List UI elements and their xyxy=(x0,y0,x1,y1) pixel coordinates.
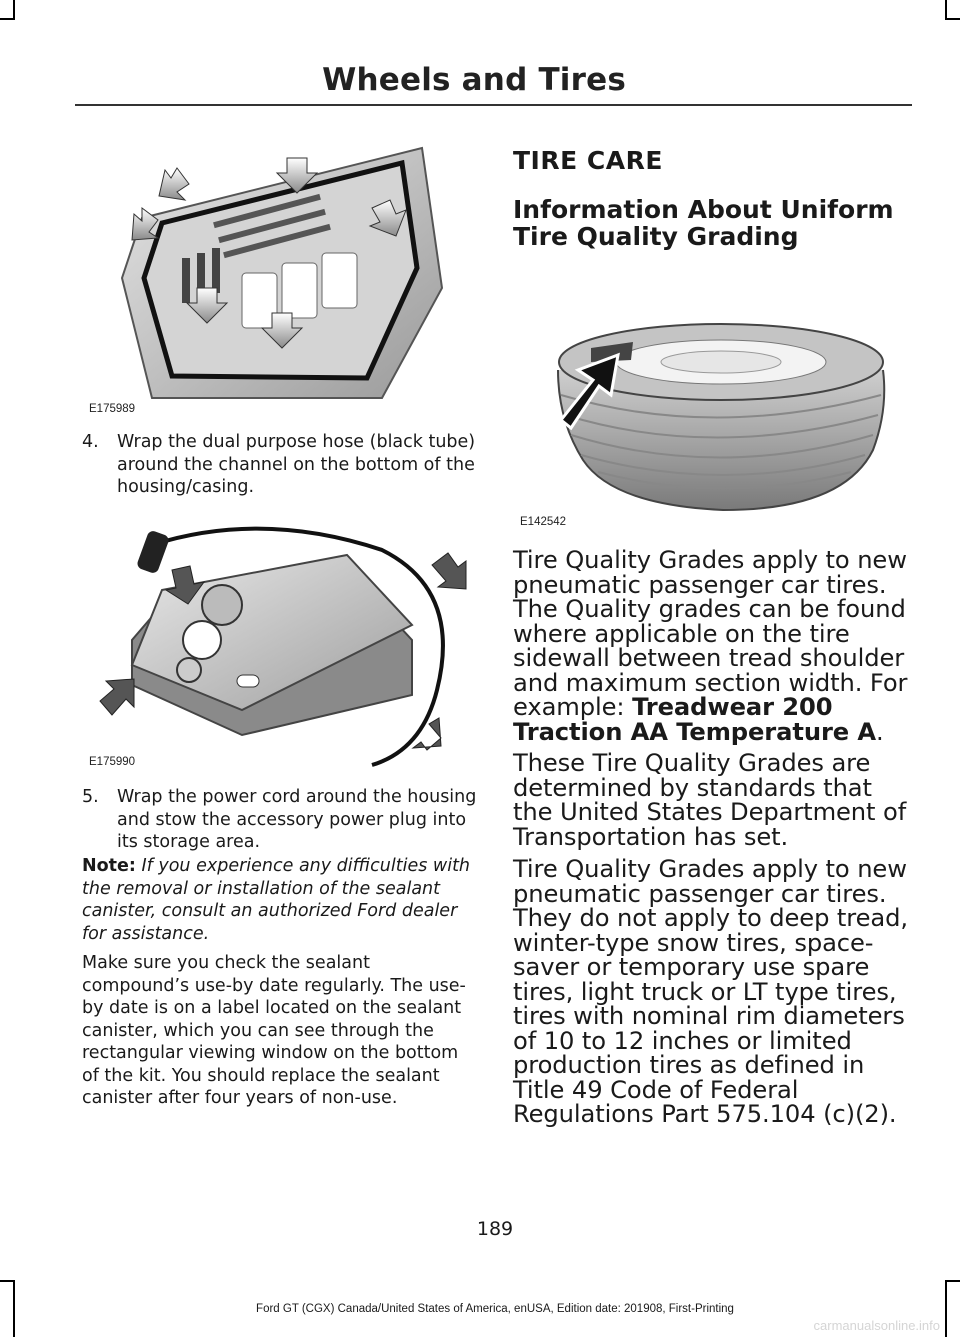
crop-mark xyxy=(0,1280,15,1282)
page-number: 189 xyxy=(476,1218,514,1240)
crop-mark xyxy=(945,0,947,20)
note-lead: Note: xyxy=(82,856,136,876)
grading-example: Treadwear 200 Traction AA Temperature A xyxy=(513,693,877,746)
header-divider xyxy=(75,104,912,106)
figure-casing-bottom xyxy=(82,128,478,420)
note xyxy=(82,855,478,945)
figure-code: E142542 xyxy=(520,516,567,528)
step-number: 5. xyxy=(82,787,99,807)
check-paragraph: Make sure you check the sealant compound’s use-by date regularly. The use-by date is on a label located on the sealant canister, which you can see through the rectangular viewing window on the bottom of the kit. You should replace the sealant canister after four years of non-use. xyxy=(82,953,466,1108)
watermark: carmanualsonline.info xyxy=(813,1318,940,1333)
crop-mark xyxy=(0,18,15,20)
tire-illustration xyxy=(513,300,913,532)
paragraph-end: . xyxy=(876,717,884,746)
paragraph-text: Tire Quality Grades apply to new pneumatic passenger car tires. The Quality grades can be found where applicable on the tire sidewall between tread shoulder and maximum section width. For example: xyxy=(513,546,908,721)
figure-compressor xyxy=(82,510,478,772)
figure-tire xyxy=(513,300,913,532)
step-number: 4. xyxy=(82,432,99,452)
crop-mark xyxy=(945,18,960,20)
section-title: TIRE CARE xyxy=(513,146,663,175)
compressor-illustration xyxy=(82,510,478,772)
figure-code: E175989 xyxy=(89,403,136,415)
note-text: If you experience any difficulties with the removal or installation of the sealant canister, consult an authorized Ford dealer for assistance. xyxy=(82,856,471,944)
figure-code: E175990 xyxy=(89,756,136,768)
step-4 xyxy=(82,431,478,499)
page-title: Wheels and Tires xyxy=(322,62,626,98)
tire-quality-paragraph-2: These Tire Quality Grades are determined by standards that the United States Department of Transportation has set. xyxy=(513,749,907,851)
crop-mark xyxy=(945,1280,960,1282)
casing-bottom-illustration xyxy=(82,128,478,420)
subsection-title: Information About Uniform Tire Quality Grading xyxy=(513,195,894,251)
crop-mark xyxy=(13,0,15,20)
step-5 xyxy=(82,786,478,854)
tire-quality-paragraph-3: Tire Quality Grades apply to new pneumatic passenger car tires. They do not apply to deep tread, winter-type snow tires, space-saver or temporary use spare tires, light truck or LT type tires, tires with nominal rim diameters of 10 to 12 inches or limited production tires as defined in Title 49 Code of Federal Regulations Part 575.104 (c)(2). xyxy=(513,855,908,1128)
tire-quality-paragraph-1 xyxy=(513,548,913,744)
footer-edition: Ford GT (CGX) Canada/United States of America, enUSA, Edition date: 201908, First-Printing xyxy=(256,1303,734,1315)
step-text: Wrap the power cord around the housing and stow the accessory power plug into its storage area. xyxy=(117,787,477,852)
step-text: Wrap the dual purpose hose (black tube) around the channel on the bottom of the housing/casing. xyxy=(117,432,476,497)
